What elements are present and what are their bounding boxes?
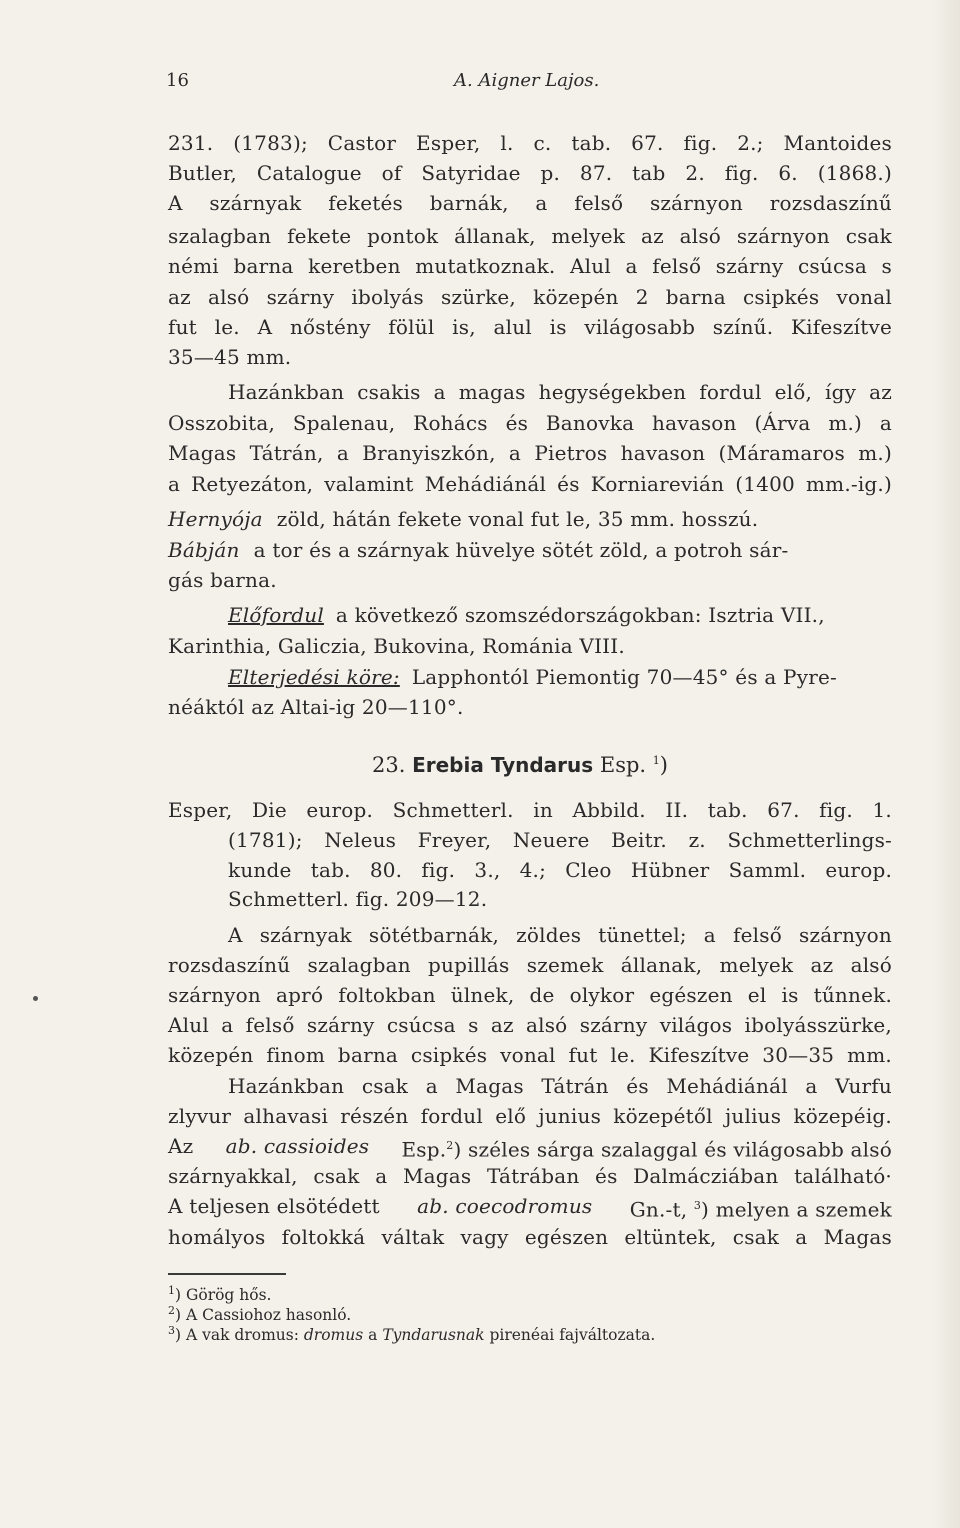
text-line: fut le. A nőstény fölül is, alul is világosabb színű. Kifeszítve [168,315,892,339]
text-line: Bábján a tor és a szárnyak hüvelye sötét zöld, a potroh sár- [168,535,892,565]
ink-speck [33,996,38,1001]
text-line: némi barna keretben mutatkoznak. Alul a felső szárny csúcsa s [168,254,892,278]
species-name: Erebia Tyndarus [412,753,594,777]
text-line: szárnyon apró foltokban ülnek, de olykor egészen el is tűnnek. [168,983,892,1007]
text-line: homályos foltokká váltak vagy egészen eltüntek, csak a Magas [168,1225,892,1249]
text-line: Osszobita, Spalenau, Rohács és Banovka havason (Árva m.) a [168,411,892,435]
emphasis: ab. coecodromus [417,1194,593,1218]
text-line: Az ab. cassioides Esp.$^2$) széles sárga szalaggal és világosabb alsó [168,1131,892,1165]
text-line: az alsó szárny ibolyás szürke, közepén 2 barna csipkés vonal [168,285,892,309]
text-line: Karinthia, Galiczia, Bukovina, Románia VIII. [168,634,625,658]
emphasis: Előfordul [228,603,324,627]
text-line: zlyvur alhavasi részén fordul elő junius közepétől julius közepéig. [168,1104,892,1128]
running-title: A. Aigner Lajos. [454,70,600,91]
emphasis: Elterjedési köre: [228,665,400,689]
emphasis: ab. cassioides [225,1134,370,1158]
species-heading: 23. Erebia Tyndarus Esp. $^1$) [372,753,668,777]
footnote-rule [168,1273,286,1275]
text-line: szalagban fekete pontok állanak, melyek az alsó szárnyon csak [168,224,892,248]
text-line: Előfordul a következő szomszédországokban: Isztria VII., [228,600,825,630]
emphasis: Bábján [168,538,240,562]
text-line: 35—45 mm. [168,345,292,369]
text-line: Butler, Catalogue of Satyridae p. 87. tab 2. fig. 6. (1868.) [168,161,892,185]
text-line: Hazánkban csak a Magas Tátrán és Mehádiánál a Vurfu [228,1074,892,1098]
text-line: rozsdaszínű szalagban pupillás szemek állanak, melyek az alsó [168,953,892,977]
footnote: $^2$) A Cassiohoz hasonló. [168,1304,352,1325]
text-line: Magas Tátrán, a Branyiszkón, a Pietros havason (Máramaros m.) [168,441,892,465]
emphasis: Hernyója [168,507,263,531]
text-line: A teljesen elsötédett ab. coecodromus Gn.-t, $^3$) melyen a szemek [168,1191,892,1225]
text-line: Esper, Die europ. Schmetterl. in Abbild. II. tab. 67. fig. 1. [168,798,892,822]
text-line: kunde tab. 80. fig. 3., 4.; Cleo Hübner Samml. europ. [228,858,892,882]
text-line: szárnyakkal, csak a Magas Tátrában és Dalmácziában található· [168,1164,892,1188]
text-line: Elterjedési köre: Lapphontól Piemontig 70—45° és a Pyre- [228,662,837,692]
text-line: Alul a felső szárny csúcsa s az alsó szárny világos ibolyásszürke, [168,1013,892,1037]
text-line: Hazánkban csakis a magas hegységekben fordul elő, így az [228,380,892,404]
text-line: Hernyója zöld, hátán fekete vonal fut le, 35 mm. hosszú. [168,504,892,534]
footnote: $^3$) A vak dromus: dromus a Tyndarusnak pirenéai fajváltozata. [168,1324,656,1345]
text-line: Schmetterl. fig. 209—12. [228,887,488,911]
page-edge-shadow [932,0,960,1528]
footnote: $^1$) Görög hős. [168,1284,272,1305]
text-line: 231. (1783); Castor Esper, l. c. tab. 67. fig. 2.; Mantoides [168,131,892,155]
text-line: gás barna. [168,568,277,592]
text-line: közepén finom barna csipkés vonal fut le. Kifeszítve 30—35 mm. [168,1043,892,1067]
page-number: 16 [166,70,189,91]
text-line: A szárnyak feketés barnák, a felső szárnyon rozsdaszínű [168,191,892,215]
text-line: A szárnyak sötétbarnák, zöldes tünettel; a felső szárnyon [228,923,892,947]
text-line: néáktól az Altai-ig 20—110°. [168,695,464,719]
text-line: (1781); Neleus Freyer, Neuere Beitr. z. Schmetterlings- [228,828,892,852]
text-line: a Retyezáton, valamint Mehádiánál és Korniarevián (1400 mm.-ig.) [168,472,892,496]
